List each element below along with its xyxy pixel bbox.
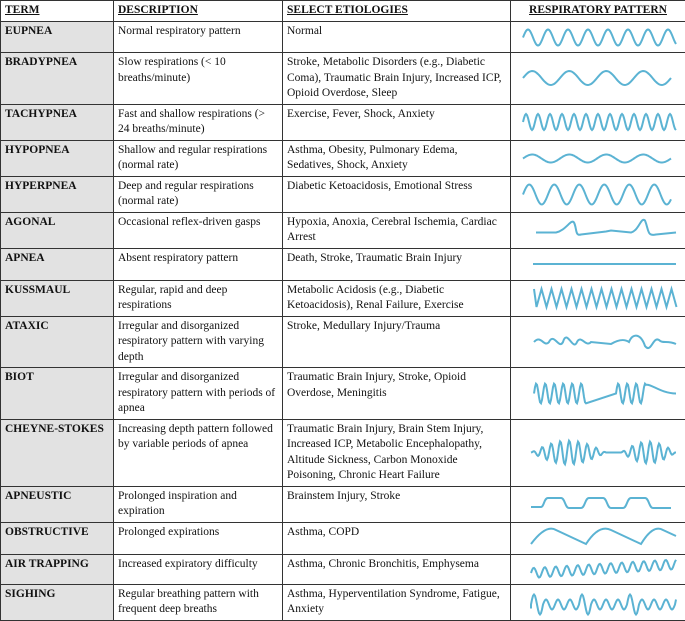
table-row: [1, 53, 685, 105]
pattern-cell: [511, 419, 685, 486]
waveform-line: [531, 498, 671, 508]
waveform-line: [534, 336, 676, 348]
table-row: [1, 280, 685, 316]
waveform-line: [531, 594, 676, 614]
waveform-line: [523, 154, 671, 162]
pattern-cell: [511, 280, 685, 316]
sighs-waveform-icon: [511, 586, 685, 619]
description-cell: Regular breathing pattern with frequent deep breaths: [114, 584, 283, 620]
waveform-line: [534, 289, 677, 307]
fast-sine-waveform-icon: [511, 107, 685, 137]
description-cell: Shallow and regular respirations (normal rate): [114, 140, 283, 176]
table-row: [1, 522, 685, 554]
pattern-cell: [511, 53, 685, 105]
etiologies-cell: Asthma, Hyperventilation Syndrome, Fatigue, Anxiety: [283, 584, 511, 620]
etiologies-cell: Asthma, COPD: [283, 522, 511, 554]
term-cell: KUSSMAUL: [1, 280, 114, 316]
description-cell: Normal respiratory pattern: [114, 22, 283, 53]
etiologies-cell: Exercise, Fever, Shock, Anxiety: [283, 104, 511, 140]
etiologies-cell: Death, Stroke, Traumatic Brain Injury: [283, 248, 511, 280]
table-row: [1, 176, 685, 212]
description-cell: Occasional reflex-driven gasps: [114, 212, 283, 248]
slow-sine-waveform-icon: [511, 57, 685, 99]
pattern-cell: [511, 248, 685, 280]
etiologies-cell: Metabolic Acidosis (e.g., Diabetic Ketoacidosis), Renal Failure, Exercise: [283, 280, 511, 316]
zigzag-waveform-icon: [511, 283, 685, 313]
table-row: [1, 486, 685, 522]
shallow-sine-waveform-icon: [511, 143, 685, 174]
plateau-waveform-icon: [511, 489, 685, 519]
term-cell: BRADYPNEA: [1, 53, 114, 105]
description-cell: Slow respirations (< 10 breaths/minute): [114, 53, 283, 105]
irregular-waveform-icon: [511, 322, 685, 362]
etiologies-cell: Traumatic Brain Injury, Brain Stem Injury, Increased ICP, Metabolic Encephalopathy, Altitude Sickness, Carbon Monoxide Poisoning, Chronic Heart Failure: [283, 419, 511, 486]
waveform-line: [534, 384, 676, 404]
description-cell: Prolonged inspiration and expiration: [114, 486, 283, 522]
waveform-line: [523, 71, 671, 85]
pattern-cell: [511, 212, 685, 248]
etiologies-cell: Normal: [283, 22, 511, 53]
description-cell: Irregular and disorganized respiratory pattern with varying depth: [114, 316, 283, 368]
pattern-cell: [511, 368, 685, 420]
sawtooth-waveform-icon: [511, 523, 685, 553]
term-cell: APNEA: [1, 248, 114, 280]
table-row: [1, 212, 685, 248]
table-row: [1, 140, 685, 176]
pattern-cell: [511, 316, 685, 368]
term-cell: SIGHING: [1, 584, 114, 620]
crescendo-waveform-icon: [511, 425, 685, 480]
waveform-line: [523, 29, 676, 45]
gasps-waveform-icon: [511, 215, 685, 246]
term-cell: EUPNEA: [1, 22, 114, 53]
description-cell: Increased expiratory difficulty: [114, 554, 283, 584]
term-cell: ATAXIC: [1, 316, 114, 368]
etiologies-cell: Asthma, Chronic Bronchitis, Emphysema: [283, 554, 511, 584]
clusters-waveform-icon: [511, 374, 685, 413]
description-cell: Fast and shallow respirations (> 24 breaths/minute): [114, 104, 283, 140]
pattern-cell: [511, 140, 685, 176]
description-cell: Prolonged expirations: [114, 522, 283, 554]
table-row: [1, 368, 685, 420]
pattern-cell: [511, 554, 685, 584]
table-row: [1, 554, 685, 584]
term-cell: HYPERPNEA: [1, 176, 114, 212]
pattern-cell: [511, 522, 685, 554]
term-cell: AIR TRAPPING: [1, 554, 114, 584]
pattern-cell: [511, 22, 685, 53]
table-row: [1, 584, 685, 620]
header-pattern: RESPIRATORY PATTERN: [511, 1, 685, 22]
table-row: [1, 248, 685, 280]
description-cell: Irregular and disorganized respiratory pattern with periods of apnea: [114, 368, 283, 420]
regular-sine-waveform-icon: [511, 23, 685, 52]
term-cell: CHEYNE-STOKES: [1, 419, 114, 486]
etiologies-cell: Brainstem Injury, Stroke: [283, 486, 511, 522]
etiologies-cell: Stroke, Medullary Injury/Trauma: [283, 316, 511, 368]
waveform-line: [523, 114, 676, 130]
term-cell: BIOT: [1, 368, 114, 420]
header-term: TERM: [1, 1, 114, 22]
term-cell: OBSTRUCTIVE: [1, 522, 114, 554]
waveform-line: [531, 441, 676, 465]
etiologies-cell: Asthma, Obesity, Pulmonary Edema, Sedatives, Shock, Anxiety: [283, 140, 511, 176]
waveform-line: [531, 529, 676, 544]
pattern-cell: [511, 104, 685, 140]
description-cell: Regular, rapid and deep respirations: [114, 280, 283, 316]
term-cell: HYPOPNEA: [1, 140, 114, 176]
etiologies-cell: Traumatic Brain Injury, Stroke, Opioid Overdose, Meningitis: [283, 368, 511, 420]
etiologies-cell: Hypoxia, Anoxia, Cerebral Ischemia, Cardiac Arrest: [283, 212, 511, 248]
table-row: [1, 419, 685, 486]
term-cell: TACHYPNEA: [1, 104, 114, 140]
pattern-cell: [511, 486, 685, 522]
etiologies-cell: Diabetic Ketoacidosis, Emotional Stress: [283, 176, 511, 212]
description-cell: Deep and regular respirations (normal rate): [114, 176, 283, 212]
waveform-line: [536, 219, 676, 234]
deep-sine-waveform-icon: [511, 180, 685, 209]
pattern-cell: [511, 584, 685, 620]
term-cell: APNEUSTIC: [1, 486, 114, 522]
etiologies-cell: Stroke, Metabolic Disorders (e.g., Diabetic Coma), Traumatic Brain Injury, Increased ICP, Opioid Overdose, Sleep: [283, 53, 511, 105]
header-row: [1, 1, 685, 22]
term-cell: AGONAL: [1, 212, 114, 248]
pattern-cell: [511, 176, 685, 212]
table-row: [1, 22, 685, 53]
table-row: [1, 104, 685, 140]
description-cell: Absent respiratory pattern: [114, 248, 283, 280]
header-etiologies: SELECT ETIOLOGIES: [283, 1, 511, 22]
waveform-line: [531, 560, 676, 578]
header-description: DESCRIPTION: [114, 1, 283, 22]
description-cell: Increasing depth pattern followed by variable periods of apnea: [114, 419, 283, 486]
table-row: [1, 316, 685, 368]
flat-waveform-icon: [511, 249, 685, 279]
waveform-line: [523, 184, 671, 204]
rising-baseline-waveform-icon: [511, 555, 685, 583]
